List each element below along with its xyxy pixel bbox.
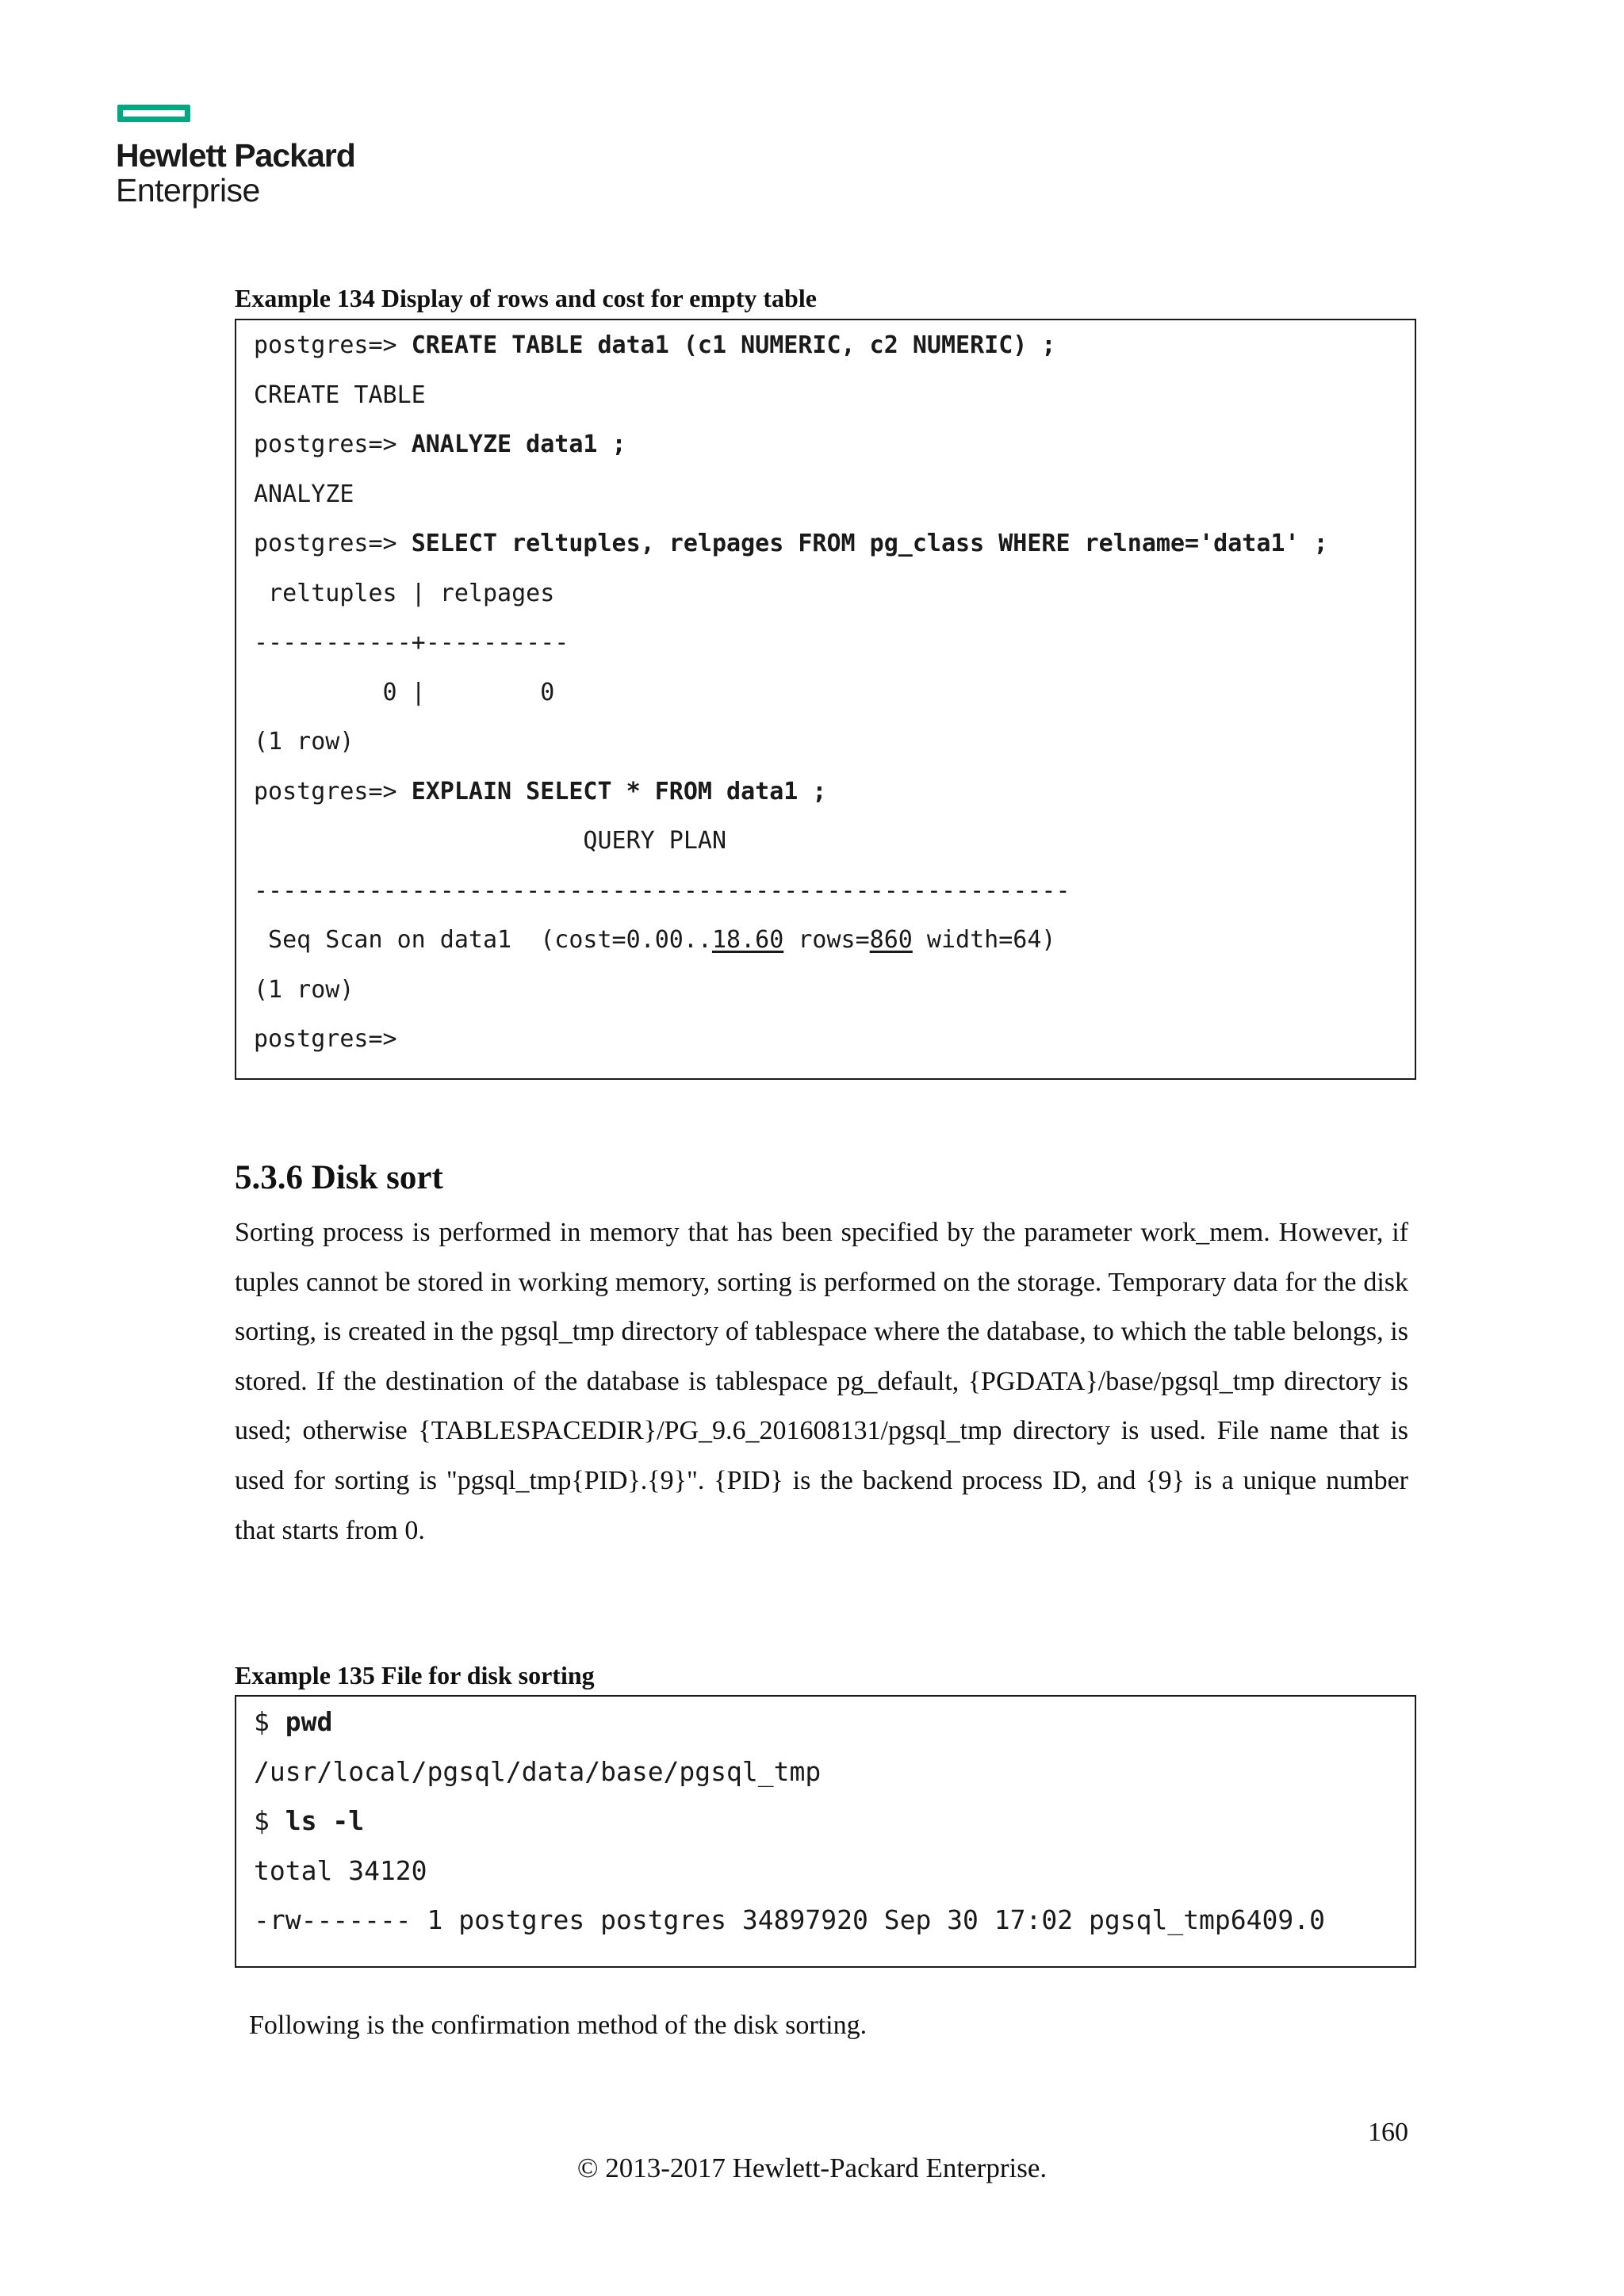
code-line: -----------+---------- xyxy=(254,629,569,656)
example-134-code-block xyxy=(235,319,1416,1080)
example-135-caption: Example 135 File for disk sorting xyxy=(235,1661,595,1689)
code-line: reltuples | relpages xyxy=(254,580,555,607)
page-number: 160 xyxy=(1368,2118,1408,2147)
code-line: CREATE TABLE xyxy=(254,381,426,409)
hpe-logo xyxy=(116,105,355,208)
code-line: postgres=> CREATE TABLE data1 (c1 NUMERIC, c2 NUMERIC) ; xyxy=(254,331,1056,359)
code-line: ANALYZE xyxy=(254,480,354,508)
code-line: postgres=> ANALYZE data1 ; xyxy=(254,430,626,458)
code-line: -rw------- 1 postgres postgres 34897920 Sep 30 17:02 pgsql_tmp6409.0 xyxy=(254,1904,1326,1935)
copyright-footer: © 2013-2017 Hewlett-Packard Enterprise. xyxy=(576,2152,1048,2183)
code-line: $ ls -l xyxy=(254,1805,365,1836)
code-line: $ pwd xyxy=(254,1706,333,1737)
closing-text: Following is the confirmation method of the disk sorting. xyxy=(249,2011,868,2040)
example-134-caption: Example 134 Display of rows and cost for empty table xyxy=(235,284,817,312)
hpe-logo-mark xyxy=(117,105,190,122)
code-line: postgres=> xyxy=(254,1025,397,1053)
code-line: 0 | 0 xyxy=(254,679,555,706)
code-line: (1 row) xyxy=(254,976,354,1004)
code-line: Seq Scan on data1 (cost=0.00..18.60 rows=860 width=64) xyxy=(254,926,1056,954)
code-line: total 34120 xyxy=(254,1855,427,1886)
logo-text-line1: Hewlett Packard xyxy=(116,137,355,174)
code-line: postgres=> EXPLAIN SELECT * FROM data1 ; xyxy=(254,778,827,806)
code-line: QUERY PLAN xyxy=(254,827,727,855)
section-heading: 5.3.6 Disk sort xyxy=(235,1159,443,1196)
code-line: (1 row) xyxy=(254,728,354,756)
logo-text-line2: Enterprise xyxy=(116,172,260,209)
section-paragraph: Sorting process is performed in memory that has been specified by the parameter work_mem. However, if tuples cannot be stored in working memory, sorting is performed on the storage. Temporary data for the disk sorting, is created in the pgsql_tmp directory of tablespace where the database, to which the table belongs, is stored. If the destination of the database is tablespace pg_default, {PGDATA}/base/pgsql_tmp directory is used; otherwise {TABLESPACEDIR}/PG_9.6_201608131/pgsql_tmp directory is used. File name that is used for sorting is "pgsql_tmp{PID}.{9}". {PID} is the backend process ID, and {9} is a unique number that starts from 0. xyxy=(235,1218,1408,1545)
code-line: postgres=> SELECT reltuples, relpages FROM pg_class WHERE relname='data1' ; xyxy=(254,530,1328,557)
code-line: --------------------------------------------------------- xyxy=(254,877,1071,905)
example-135-code-block xyxy=(235,1695,1416,1968)
code-line: /usr/local/pgsql/data/base/pgsql_tmp xyxy=(254,1756,822,1787)
